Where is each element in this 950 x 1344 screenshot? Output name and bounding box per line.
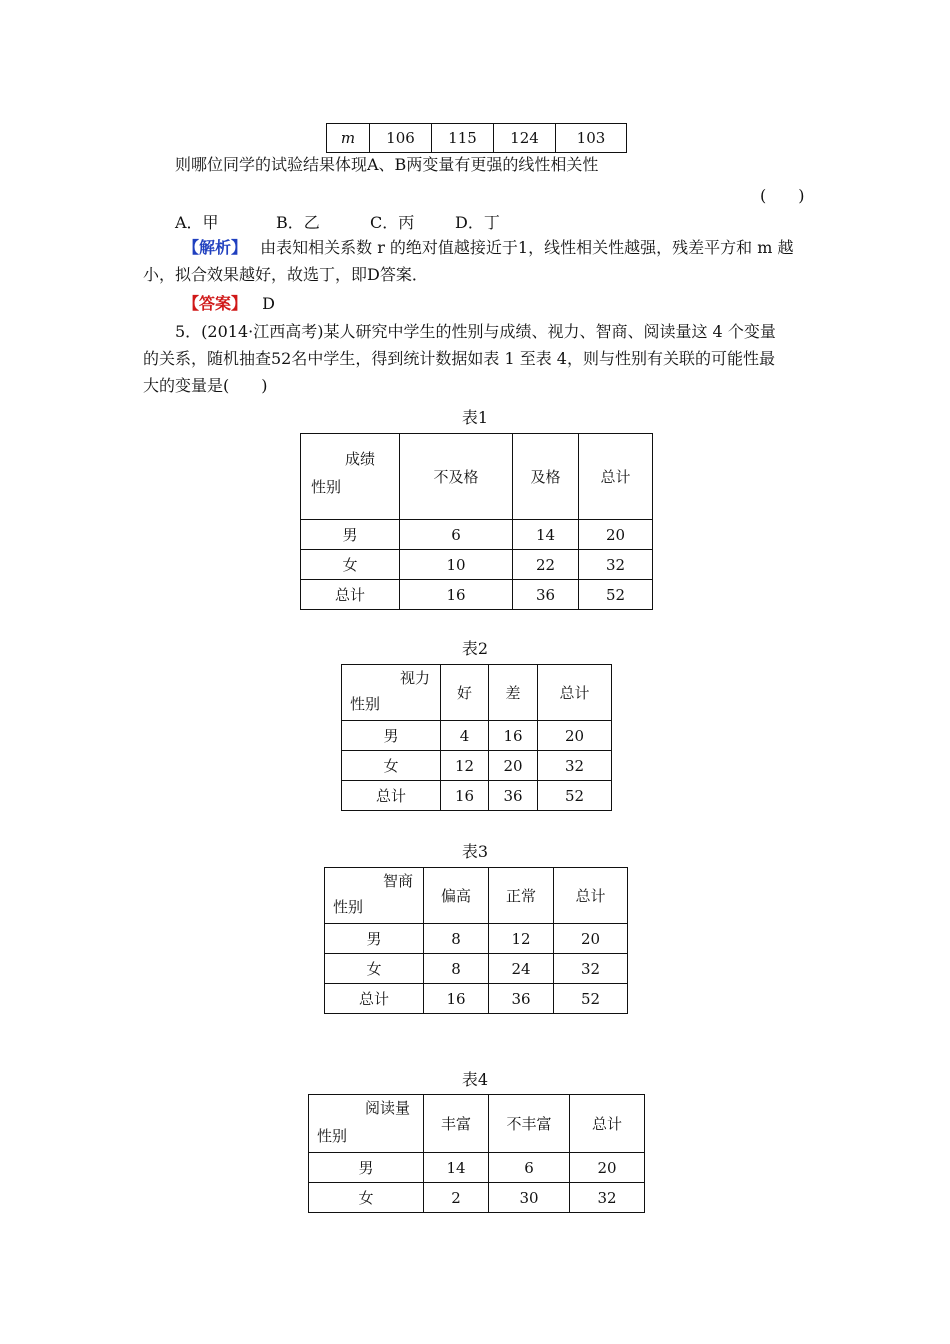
table-1-cell: 14	[513, 520, 579, 550]
analysis-line-2: 小，拟合效果越好，故选丁，即D答案．	[143, 265, 428, 284]
table-1-cell: 22	[513, 550, 579, 580]
table-3-row-label: 男	[325, 924, 424, 954]
table-2-header: 好	[441, 665, 489, 721]
table-2-row-label: 女	[342, 751, 441, 781]
table-2-cell: 20	[489, 751, 538, 781]
table-1-corner-cell	[301, 434, 400, 520]
option-b: B．乙	[276, 213, 320, 232]
table-3-cell: 12	[489, 924, 554, 954]
table-2-row-label: 男	[342, 721, 441, 751]
table-4-cell: 30	[489, 1183, 570, 1213]
table-3-cell: 32	[554, 954, 628, 984]
table-2-cell: 32	[538, 751, 612, 781]
table-3-row-label: 女	[325, 954, 424, 984]
table-4-corner-top: 阅读量	[365, 1099, 411, 1117]
table-1	[300, 433, 653, 610]
table-2-header: 总计	[538, 665, 612, 721]
top-table-cell: 124	[494, 124, 556, 153]
table-1-row-label: 男	[301, 520, 400, 550]
table-2	[341, 664, 612, 811]
table-2-cell: 36	[489, 781, 538, 811]
table-4-row-label: 男	[309, 1153, 424, 1183]
table-1-cell: 16	[400, 580, 513, 610]
table-2-caption: 表2	[461, 639, 489, 658]
answer-value: D	[262, 294, 275, 313]
table-3-cell: 20	[554, 924, 628, 954]
table-4-header: 不丰富	[489, 1095, 570, 1153]
table-4	[308, 1094, 645, 1213]
option-c: C．丙	[370, 213, 415, 232]
top-table-cell: 115	[432, 124, 494, 153]
table-2-cell: 12	[441, 751, 489, 781]
table-4-cell: 32	[570, 1183, 645, 1213]
table-2-row-label: 总计	[342, 781, 441, 811]
table-3-row-label: 总计	[325, 984, 424, 1014]
table-4-header: 丰富	[424, 1095, 489, 1153]
table-1-cell: 32	[579, 550, 653, 580]
analysis-text: 由表知相关系数 r 的绝对值越接近于1，线性相关性越强，残差平方和 m 越	[260, 238, 794, 257]
table-1-caption: 表1	[461, 408, 489, 427]
table-4-cell: 14	[424, 1153, 489, 1183]
table-1-header: 不及格	[400, 434, 513, 520]
table-3-header: 正常	[489, 868, 554, 924]
table-2-cell: 4	[441, 721, 489, 751]
table-1-corner-top: 成绩	[345, 450, 376, 468]
analysis-tag: 【解析】	[183, 238, 248, 257]
table-3-cell: 24	[489, 954, 554, 984]
table-4-header: 总计	[570, 1095, 645, 1153]
top-table-row-label: m	[327, 124, 370, 153]
top-data-table	[326, 123, 627, 153]
table-3-cell: 8	[424, 954, 489, 984]
table-3-corner-bottom: 性别	[333, 898, 364, 916]
table-2-corner-cell	[342, 665, 441, 721]
table-4-corner-bottom: 性别	[317, 1127, 348, 1145]
table-1-cell: 36	[513, 580, 579, 610]
analysis-line-1	[183, 238, 793, 258]
option-a: A．甲	[175, 213, 219, 232]
table-4-row-label: 女	[309, 1183, 424, 1213]
table-4-cell: 6	[489, 1153, 570, 1183]
table-2-corner-bottom: 性别	[350, 695, 381, 713]
table-4-cell: 20	[570, 1153, 645, 1183]
table-1-cell: 20	[579, 520, 653, 550]
table-4-caption: 表4	[461, 1070, 489, 1089]
table-2-corner-top: 视力	[400, 669, 431, 687]
question-5-line-3: 大的变量是( )	[143, 376, 268, 395]
top-table-cell: 106	[370, 124, 432, 153]
table-2-cell: 16	[441, 781, 489, 811]
table-3-corner-top: 智商	[383, 872, 414, 890]
question-4-line: 则哪位同学的试验结果体现A、B两变量有更强的线性相关性	[175, 155, 599, 174]
table-1-cell: 52	[579, 580, 653, 610]
table-2-header: 差	[489, 665, 538, 721]
table-3-cell: 52	[554, 984, 628, 1014]
top-table-cell: 103	[556, 124, 627, 153]
table-1-cell: 10	[400, 550, 513, 580]
table-3	[324, 867, 628, 1014]
table-1-row-label: 总计	[301, 580, 400, 610]
table-4-cell: 2	[424, 1183, 489, 1213]
answer-paren: ( )	[760, 186, 805, 205]
table-3-header: 偏高	[424, 868, 489, 924]
table-2-cell: 52	[538, 781, 612, 811]
table-1-header: 总计	[579, 434, 653, 520]
table-1-header: 及格	[513, 434, 579, 520]
table-3-caption: 表3	[461, 842, 489, 861]
answer-line	[183, 294, 275, 314]
table-2-cell: 20	[538, 721, 612, 751]
table-3-cell: 8	[424, 924, 489, 954]
table-1-corner-bottom: 性别	[311, 478, 342, 496]
table-3-header: 总计	[554, 868, 628, 924]
answer-tag: 【答案】	[183, 294, 248, 313]
question-5-line-2: 的关系，随机抽查52名中学生，得到统计数据如表 1 至表 4，则与性别有关联的可能性最	[143, 349, 775, 368]
table-2-cell: 16	[489, 721, 538, 751]
table-1-cell: 6	[400, 520, 513, 550]
question-5-line-1: 5．(2014·江西高考)某人研究中学生的性别与成绩、视力、智商、阅读量这 4 个变量	[175, 322, 776, 341]
table-3-corner-cell	[325, 868, 424, 924]
table-3-cell: 16	[424, 984, 489, 1014]
table-3-cell: 36	[489, 984, 554, 1014]
table-4-corner-cell	[309, 1095, 424, 1153]
option-d: D．丁	[455, 213, 500, 232]
table-1-row-label: 女	[301, 550, 400, 580]
